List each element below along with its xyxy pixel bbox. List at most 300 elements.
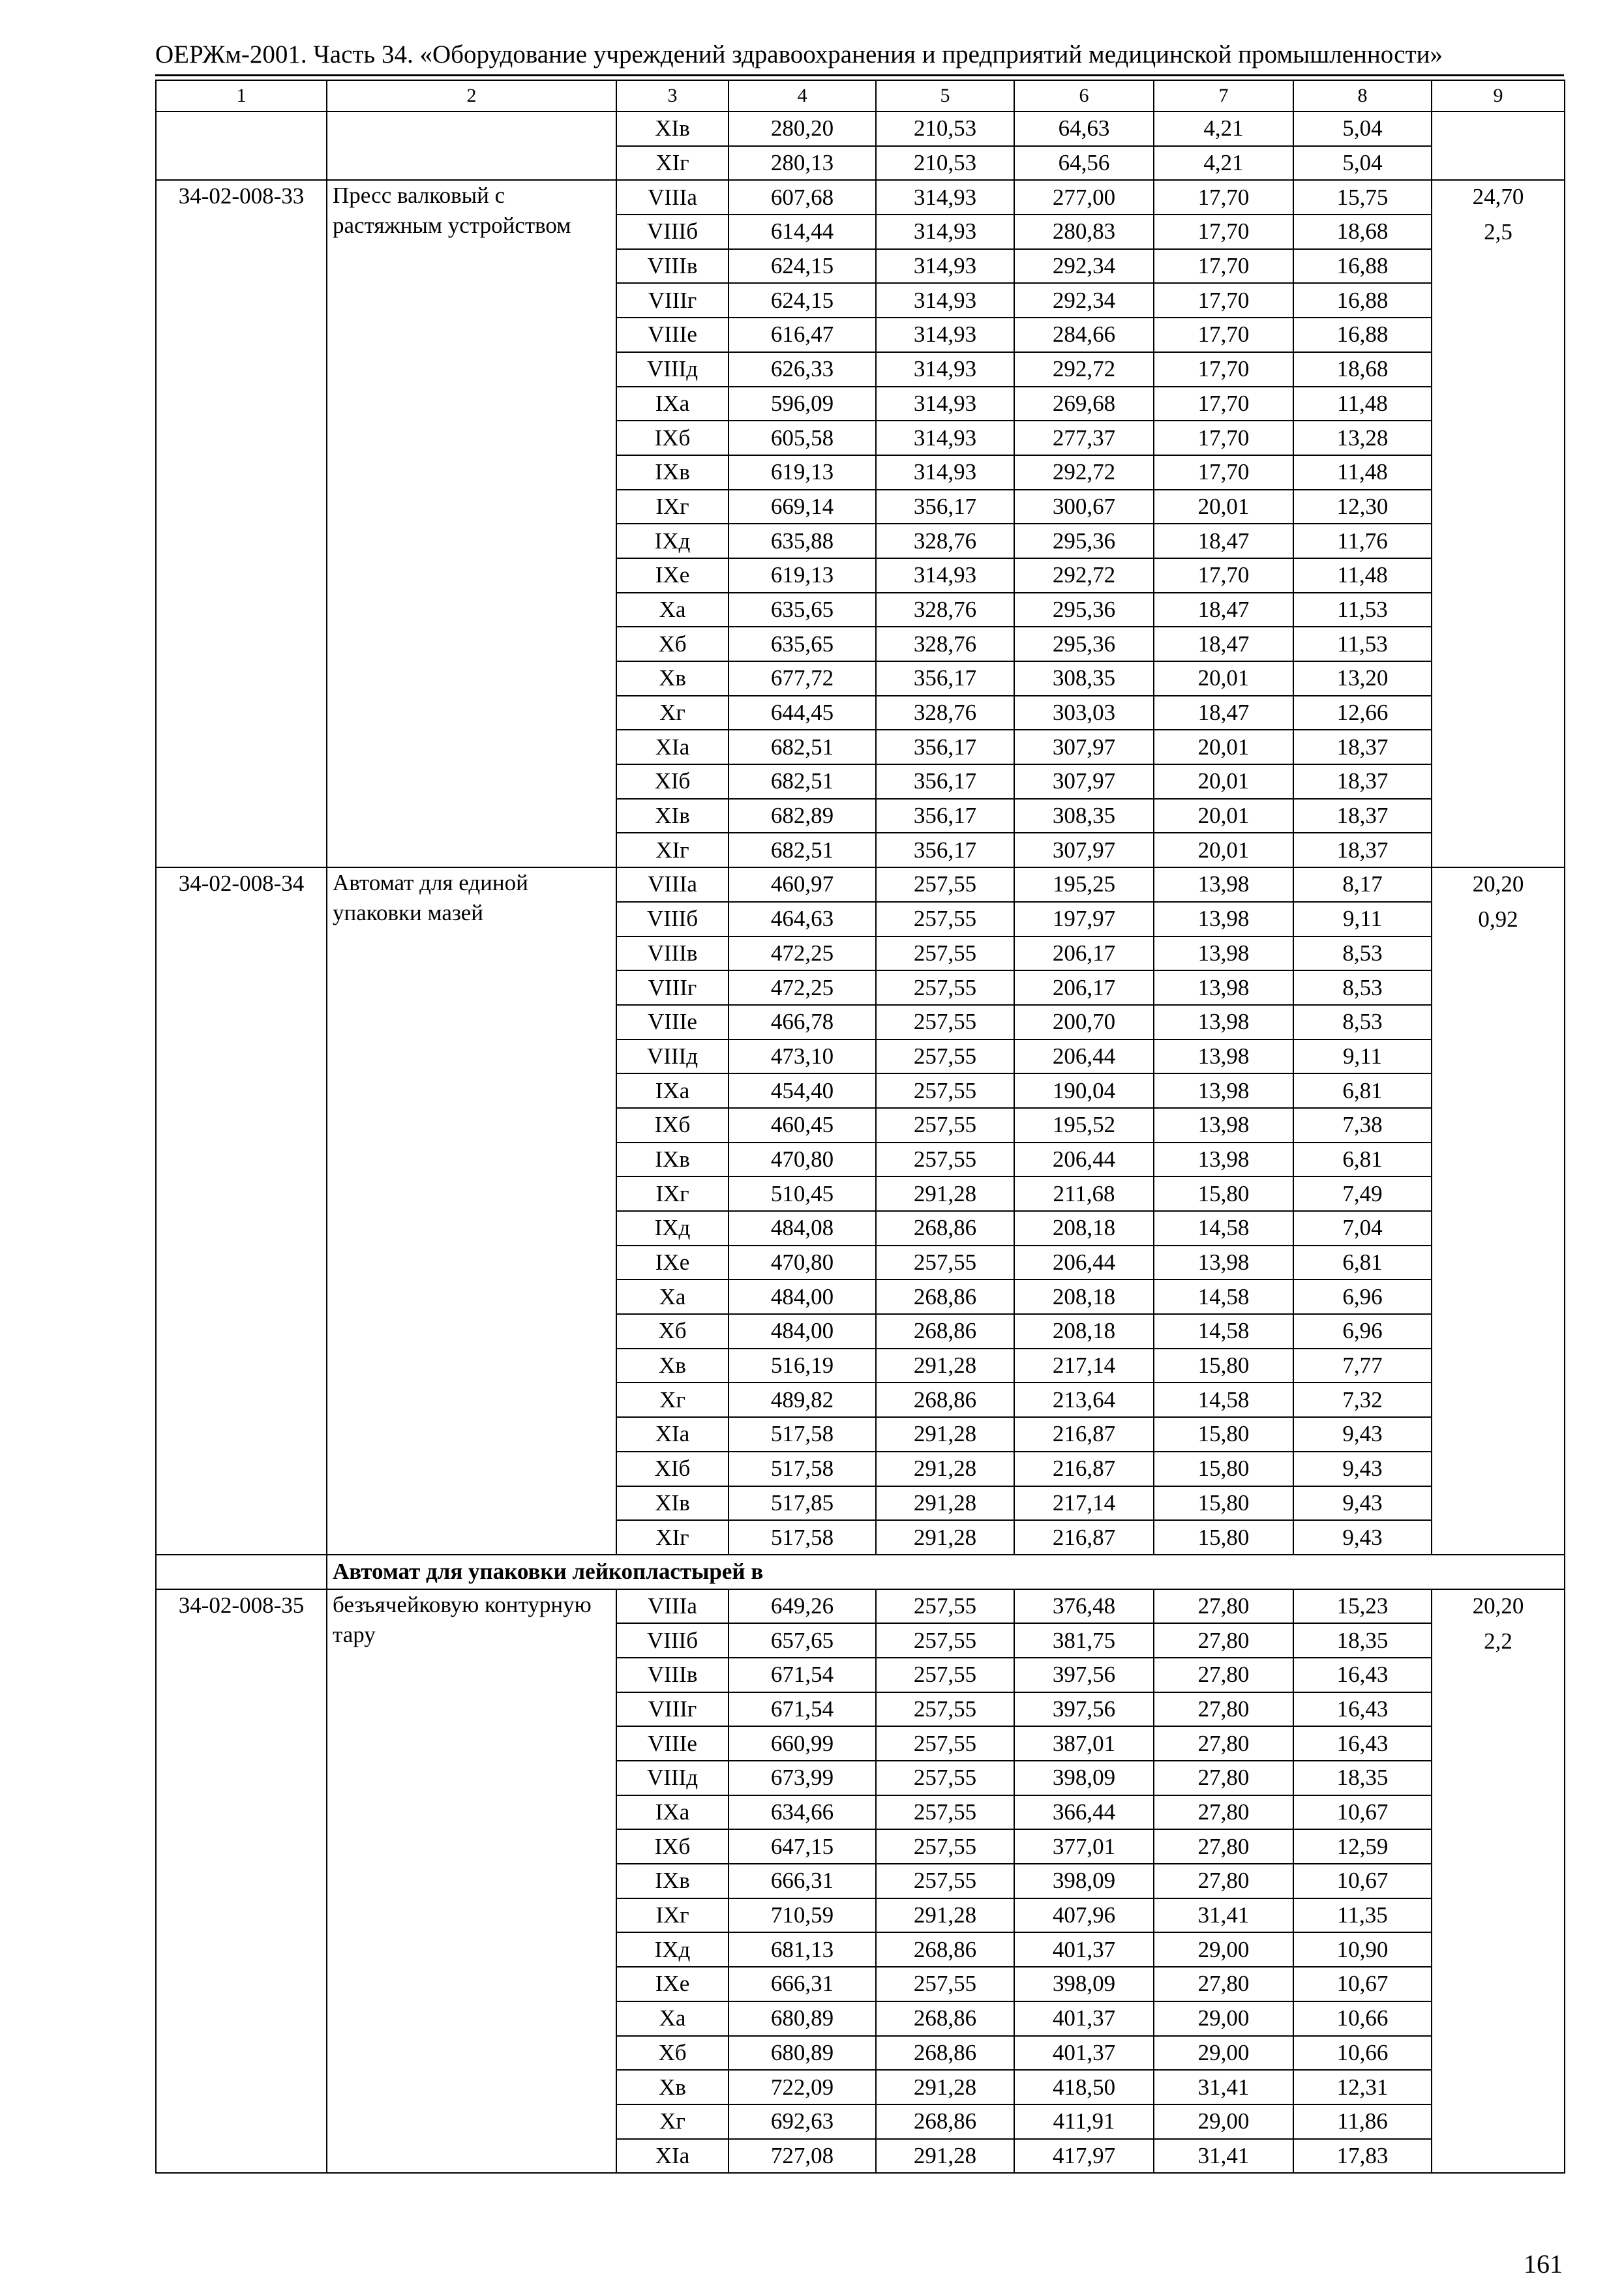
cost-total-cell: 635,88 bbox=[729, 524, 876, 558]
driver-wages-cell: 17,70 bbox=[1154, 558, 1293, 593]
group-index-cell: IXг bbox=[616, 1898, 729, 1933]
cost-total-cell: 484,00 bbox=[729, 1314, 876, 1349]
driver-wages-cell: 18,47 bbox=[1154, 627, 1293, 661]
group-index-cell: VIIIа bbox=[616, 1589, 729, 1624]
group-index-cell: Xв bbox=[616, 661, 729, 696]
machines-cell: 195,25 bbox=[1014, 867, 1154, 902]
group-index-cell: VIIIд bbox=[616, 352, 729, 387]
cost-total-cell: 710,59 bbox=[729, 1898, 876, 1933]
section-empty-cell bbox=[156, 1555, 327, 1589]
wages-cell: 268,86 bbox=[876, 1932, 1014, 1967]
group-index-cell: IXа bbox=[616, 1795, 729, 1830]
materials-cell: 18,37 bbox=[1293, 833, 1432, 867]
machines-cell: 208,18 bbox=[1014, 1211, 1154, 1246]
wages-cell: 257,55 bbox=[876, 1589, 1014, 1624]
wages-cell: 210,53 bbox=[876, 112, 1014, 146]
machines-cell: 208,18 bbox=[1014, 1279, 1154, 1314]
machines-cell: 206,44 bbox=[1014, 1246, 1154, 1280]
materials-cell: 10,66 bbox=[1293, 2001, 1432, 2036]
driver-wages-cell: 17,70 bbox=[1154, 352, 1293, 387]
materials-cell: 9,43 bbox=[1293, 1520, 1432, 1555]
column-number-cell: 9 bbox=[1432, 80, 1565, 112]
machines-cell: 308,35 bbox=[1014, 799, 1154, 833]
wages-cell: 257,55 bbox=[876, 1726, 1014, 1761]
group-index-cell: XIг bbox=[616, 833, 729, 867]
mass-cell bbox=[1432, 1589, 1565, 2174]
cost-total-cell: 624,15 bbox=[729, 249, 876, 284]
machines-cell: 206,44 bbox=[1014, 1040, 1154, 1074]
machines-cell: 308,35 bbox=[1014, 661, 1154, 696]
group-index-cell: IXе bbox=[616, 1246, 729, 1280]
driver-wages-cell: 13,98 bbox=[1154, 867, 1293, 902]
group-index-cell: IXе bbox=[616, 1967, 729, 2001]
materials-cell: 11,53 bbox=[1293, 593, 1432, 627]
group-index-cell: VIIIв bbox=[616, 936, 729, 971]
group-index-cell: XIг bbox=[616, 1520, 729, 1555]
cost-total-cell: 460,45 bbox=[729, 1108, 876, 1143]
code-cell bbox=[156, 112, 327, 180]
equipment-name-cell: Автомат для единой упаковки мазей bbox=[327, 867, 616, 1555]
materials-cell: 18,68 bbox=[1293, 215, 1432, 249]
machines-cell: 398,09 bbox=[1014, 1967, 1154, 2001]
materials-cell: 10,67 bbox=[1293, 1795, 1432, 1830]
machines-cell: 292,72 bbox=[1014, 455, 1154, 490]
driver-wages-cell: 14,58 bbox=[1154, 1314, 1293, 1349]
group-index-cell: Xб bbox=[616, 627, 729, 661]
driver-wages-cell: 13,98 bbox=[1154, 1108, 1293, 1143]
cost-total-cell: 614,44 bbox=[729, 215, 876, 249]
materials-cell: 9,43 bbox=[1293, 1486, 1432, 1521]
machines-cell: 216,87 bbox=[1014, 1452, 1154, 1486]
cost-total-cell: 460,97 bbox=[729, 867, 876, 902]
cost-total-cell: 470,80 bbox=[729, 1143, 876, 1177]
wages-cell: 210,53 bbox=[876, 146, 1014, 181]
wages-cell: 314,93 bbox=[876, 215, 1014, 249]
driver-wages-cell: 18,47 bbox=[1154, 593, 1293, 627]
materials-cell: 6,96 bbox=[1293, 1314, 1432, 1349]
group-index-cell: XIв bbox=[616, 1486, 729, 1521]
cost-total-cell: 682,89 bbox=[729, 799, 876, 833]
wages-cell: 257,55 bbox=[876, 1761, 1014, 1795]
wages-cell: 257,55 bbox=[876, 1967, 1014, 2001]
cost-total-cell: 510,45 bbox=[729, 1176, 876, 1211]
group-index-cell: XIа bbox=[616, 2139, 729, 2174]
cost-total-cell: 470,80 bbox=[729, 1246, 876, 1280]
table-row bbox=[156, 112, 1565, 146]
materials-cell: 18,68 bbox=[1293, 352, 1432, 387]
cost-total-cell: 681,13 bbox=[729, 1932, 876, 1967]
wages-cell: 328,76 bbox=[876, 627, 1014, 661]
materials-cell: 17,83 bbox=[1293, 2139, 1432, 2174]
cost-total-cell: 517,58 bbox=[729, 1417, 876, 1452]
group-index-cell: Xб bbox=[616, 1314, 729, 1349]
materials-cell: 16,43 bbox=[1293, 1726, 1432, 1761]
wages-cell: 257,55 bbox=[876, 1246, 1014, 1280]
materials-cell: 12,31 bbox=[1293, 2070, 1432, 2104]
materials-cell: 18,35 bbox=[1293, 1623, 1432, 1658]
machines-cell: 307,97 bbox=[1014, 833, 1154, 867]
materials-cell: 10,67 bbox=[1293, 1864, 1432, 1898]
machines-cell: 280,83 bbox=[1014, 215, 1154, 249]
cost-total-cell: 466,78 bbox=[729, 1005, 876, 1040]
machines-cell: 295,36 bbox=[1014, 524, 1154, 558]
wages-cell: 314,93 bbox=[876, 558, 1014, 593]
materials-cell: 8,53 bbox=[1293, 936, 1432, 971]
section-title-cell: Автомат для упаковки лейкопластырей в bbox=[327, 1555, 1565, 1589]
machines-cell: 211,68 bbox=[1014, 1176, 1154, 1211]
machines-cell: 190,04 bbox=[1014, 1073, 1154, 1108]
materials-cell: 18,37 bbox=[1293, 764, 1432, 799]
wages-cell: 328,76 bbox=[876, 696, 1014, 730]
wages-cell: 257,55 bbox=[876, 936, 1014, 971]
driver-wages-cell: 17,70 bbox=[1154, 318, 1293, 352]
wages-cell: 291,28 bbox=[876, 1898, 1014, 1933]
group-index-cell: VIIIе bbox=[616, 1726, 729, 1761]
cost-total-cell: 517,58 bbox=[729, 1452, 876, 1486]
cost-total-cell: 669,14 bbox=[729, 490, 876, 524]
wages-cell: 291,28 bbox=[876, 1417, 1014, 1452]
materials-cell: 11,35 bbox=[1293, 1898, 1432, 1933]
driver-wages-cell: 27,80 bbox=[1154, 1864, 1293, 1898]
cost-total-cell: 660,99 bbox=[729, 1726, 876, 1761]
driver-wages-cell: 20,01 bbox=[1154, 764, 1293, 799]
page-header: ОЕРЖм-2001. Часть 34. «Оборудование учреждений здравоохранения и предприятий медицинской промышленности» bbox=[155, 40, 1443, 68]
mass-value: 0,92 bbox=[1478, 906, 1518, 933]
wages-cell: 257,55 bbox=[876, 1108, 1014, 1143]
group-index-cell: Xа bbox=[616, 593, 729, 627]
machines-cell: 216,87 bbox=[1014, 1417, 1154, 1452]
group-index-cell: IXб bbox=[616, 421, 729, 455]
materials-cell: 13,28 bbox=[1293, 421, 1432, 455]
driver-wages-cell: 13,98 bbox=[1154, 936, 1293, 971]
driver-wages-cell: 27,80 bbox=[1154, 1658, 1293, 1692]
column-number-cell: 1 bbox=[156, 80, 327, 112]
materials-cell: 18,35 bbox=[1293, 1761, 1432, 1795]
machines-cell: 200,70 bbox=[1014, 1005, 1154, 1040]
equipment-name-cell: Пресс валковый с растяжным устройством bbox=[327, 180, 616, 867]
group-index-cell: IXг bbox=[616, 490, 729, 524]
group-index-cell: XIа bbox=[616, 1417, 729, 1452]
cost-total-cell: 616,47 bbox=[729, 318, 876, 352]
cost-total-cell: 472,25 bbox=[729, 936, 876, 971]
group-index-cell: Xв bbox=[616, 1349, 729, 1383]
driver-wages-cell: 15,80 bbox=[1154, 1176, 1293, 1211]
wages-cell: 268,86 bbox=[876, 2104, 1014, 2139]
driver-wages-cell: 27,80 bbox=[1154, 1589, 1293, 1624]
driver-wages-cell: 13,98 bbox=[1154, 1073, 1293, 1108]
machines-cell: 295,36 bbox=[1014, 593, 1154, 627]
cost-total-cell: 280,20 bbox=[729, 112, 876, 146]
cost-total-cell: 635,65 bbox=[729, 627, 876, 661]
group-index-cell: VIIIе bbox=[616, 1005, 729, 1040]
cost-total-cell: 727,08 bbox=[729, 2139, 876, 2174]
group-index-cell: Xг bbox=[616, 2104, 729, 2139]
group-index-cell: IXв bbox=[616, 1864, 729, 1898]
machines-cell: 295,36 bbox=[1014, 627, 1154, 661]
machines-cell: 376,48 bbox=[1014, 1589, 1154, 1624]
materials-cell: 8,53 bbox=[1293, 1005, 1432, 1040]
wages-cell: 314,93 bbox=[876, 180, 1014, 215]
cost-total-cell: 680,89 bbox=[729, 2036, 876, 2071]
wages-cell: 291,28 bbox=[876, 1486, 1014, 1521]
wages-cell: 257,55 bbox=[876, 1005, 1014, 1040]
driver-wages-cell: 17,70 bbox=[1154, 283, 1293, 318]
machines-cell: 292,72 bbox=[1014, 558, 1154, 593]
table-row bbox=[156, 180, 1565, 215]
materials-cell: 8,17 bbox=[1293, 867, 1432, 902]
materials-cell: 12,59 bbox=[1293, 1829, 1432, 1864]
materials-cell: 7,38 bbox=[1293, 1108, 1432, 1143]
materials-cell: 11,86 bbox=[1293, 2104, 1432, 2139]
machines-cell: 398,09 bbox=[1014, 1864, 1154, 1898]
cost-total-cell: 634,66 bbox=[729, 1795, 876, 1830]
materials-cell: 11,48 bbox=[1293, 558, 1432, 593]
wages-cell: 314,93 bbox=[876, 387, 1014, 421]
cost-total-cell: 692,63 bbox=[729, 2104, 876, 2139]
column-number-cell: 8 bbox=[1293, 80, 1432, 112]
table-row bbox=[156, 867, 1565, 902]
machines-cell: 397,56 bbox=[1014, 1692, 1154, 1727]
machines-cell: 401,37 bbox=[1014, 2001, 1154, 2036]
wages-cell: 268,86 bbox=[876, 1383, 1014, 1417]
machines-cell: 206,44 bbox=[1014, 1143, 1154, 1177]
materials-cell: 6,81 bbox=[1293, 1073, 1432, 1108]
materials-cell: 12,66 bbox=[1293, 696, 1432, 730]
materials-cell: 10,90 bbox=[1293, 1932, 1432, 1967]
materials-cell: 16,88 bbox=[1293, 318, 1432, 352]
materials-cell: 12,30 bbox=[1293, 490, 1432, 524]
machines-cell: 197,97 bbox=[1014, 902, 1154, 936]
group-index-cell: IXд bbox=[616, 1932, 729, 1967]
wages-cell: 291,28 bbox=[876, 1520, 1014, 1555]
wages-cell: 356,17 bbox=[876, 730, 1014, 764]
wages-cell: 291,28 bbox=[876, 1452, 1014, 1486]
group-index-cell: Xб bbox=[616, 2036, 729, 2071]
machines-cell: 307,97 bbox=[1014, 764, 1154, 799]
materials-cell: 11,48 bbox=[1293, 455, 1432, 490]
cost-total-cell: 484,08 bbox=[729, 1211, 876, 1246]
driver-wages-cell: 14,58 bbox=[1154, 1279, 1293, 1314]
materials-cell: 7,04 bbox=[1293, 1211, 1432, 1246]
group-index-cell: VIIIг bbox=[616, 970, 729, 1005]
cost-total-cell: 682,51 bbox=[729, 833, 876, 867]
driver-wages-cell: 15,80 bbox=[1154, 1452, 1293, 1486]
column-numbers-row bbox=[156, 80, 1565, 112]
materials-cell: 9,11 bbox=[1293, 902, 1432, 936]
cost-total-cell: 680,89 bbox=[729, 2001, 876, 2036]
wages-cell: 314,93 bbox=[876, 318, 1014, 352]
machines-cell: 366,44 bbox=[1014, 1795, 1154, 1830]
materials-cell: 7,32 bbox=[1293, 1383, 1432, 1417]
driver-wages-cell: 20,01 bbox=[1154, 833, 1293, 867]
machines-cell: 217,14 bbox=[1014, 1349, 1154, 1383]
group-index-cell: XIб bbox=[616, 764, 729, 799]
driver-wages-cell: 29,00 bbox=[1154, 2104, 1293, 2139]
column-number-cell: 2 bbox=[327, 80, 616, 112]
wages-cell: 356,17 bbox=[876, 661, 1014, 696]
driver-wages-cell: 13,98 bbox=[1154, 970, 1293, 1005]
materials-cell: 18,37 bbox=[1293, 799, 1432, 833]
group-index-cell: Xа bbox=[616, 1279, 729, 1314]
wages-cell: 314,93 bbox=[876, 455, 1014, 490]
rates-table bbox=[155, 80, 1565, 2174]
wages-cell: 314,93 bbox=[876, 421, 1014, 455]
driver-wages-cell: 29,00 bbox=[1154, 2001, 1293, 2036]
cost-total-cell: 517,85 bbox=[729, 1486, 876, 1521]
driver-wages-cell: 15,80 bbox=[1154, 1486, 1293, 1521]
wages-cell: 257,55 bbox=[876, 1073, 1014, 1108]
group-index-cell: VIIIб bbox=[616, 1623, 729, 1658]
cost-total-cell: 657,65 bbox=[729, 1623, 876, 1658]
wages-cell: 257,55 bbox=[876, 1864, 1014, 1898]
machines-cell: 377,01 bbox=[1014, 1829, 1154, 1864]
cost-total-cell: 677,72 bbox=[729, 661, 876, 696]
mass-value: 2,5 bbox=[1484, 219, 1512, 245]
cost-total-cell: 635,65 bbox=[729, 593, 876, 627]
column-number-cell: 6 bbox=[1014, 80, 1154, 112]
group-index-cell: IXг bbox=[616, 1176, 729, 1211]
machines-cell: 64,63 bbox=[1014, 112, 1154, 146]
machines-cell: 401,37 bbox=[1014, 1932, 1154, 1967]
wages-cell: 257,55 bbox=[876, 1040, 1014, 1074]
materials-cell: 16,43 bbox=[1293, 1658, 1432, 1692]
driver-wages-cell: 31,41 bbox=[1154, 1898, 1293, 1933]
cost-total-cell: 517,58 bbox=[729, 1520, 876, 1555]
wages-cell: 291,28 bbox=[876, 1176, 1014, 1211]
page-number: 161 bbox=[1524, 2249, 1563, 2279]
cost-total-cell: 516,19 bbox=[729, 1349, 876, 1383]
column-number-cell: 3 bbox=[616, 80, 729, 112]
column-number-cell: 5 bbox=[876, 80, 1014, 112]
materials-cell: 6,96 bbox=[1293, 1279, 1432, 1314]
mass-value: 20,20 bbox=[1472, 871, 1524, 897]
group-index-cell: IXа bbox=[616, 387, 729, 421]
group-index-cell: VIIIб bbox=[616, 902, 729, 936]
machines-cell: 206,17 bbox=[1014, 936, 1154, 971]
cost-total-cell: 671,54 bbox=[729, 1692, 876, 1727]
cost-total-cell: 647,15 bbox=[729, 1829, 876, 1864]
driver-wages-cell: 18,47 bbox=[1154, 524, 1293, 558]
driver-wages-cell: 20,01 bbox=[1154, 730, 1293, 764]
materials-cell: 6,81 bbox=[1293, 1143, 1432, 1177]
driver-wages-cell: 17,70 bbox=[1154, 180, 1293, 215]
section-row bbox=[156, 1555, 1565, 1589]
driver-wages-cell: 31,41 bbox=[1154, 2070, 1293, 2104]
wages-cell: 257,55 bbox=[876, 1658, 1014, 1692]
driver-wages-cell: 13,98 bbox=[1154, 1005, 1293, 1040]
rate-code-cell: 34-02-008-33 bbox=[156, 180, 327, 867]
equipment-name-cell: безъячейковую контурную тару bbox=[327, 1589, 616, 2174]
machines-cell: 284,66 bbox=[1014, 318, 1154, 352]
machines-cell: 418,50 bbox=[1014, 2070, 1154, 2104]
extra-cell bbox=[1432, 112, 1565, 180]
wages-cell: 268,86 bbox=[876, 2036, 1014, 2071]
wages-cell: 257,55 bbox=[876, 1623, 1014, 1658]
machines-cell: 401,37 bbox=[1014, 2036, 1154, 2071]
wages-cell: 291,28 bbox=[876, 1349, 1014, 1383]
materials-cell: 11,76 bbox=[1293, 524, 1432, 558]
machines-cell: 303,03 bbox=[1014, 696, 1154, 730]
driver-wages-cell: 27,80 bbox=[1154, 1761, 1293, 1795]
wages-cell: 257,55 bbox=[876, 1829, 1014, 1864]
name-cell bbox=[327, 112, 616, 180]
machines-cell: 277,00 bbox=[1014, 180, 1154, 215]
cost-total-cell: 673,99 bbox=[729, 1761, 876, 1795]
driver-wages-cell: 27,80 bbox=[1154, 1795, 1293, 1830]
driver-wages-cell: 4,21 bbox=[1154, 146, 1293, 181]
driver-wages-cell: 14,58 bbox=[1154, 1383, 1293, 1417]
driver-wages-cell: 27,80 bbox=[1154, 1726, 1293, 1761]
column-number-cell: 4 bbox=[729, 80, 876, 112]
group-index-cell: XIв bbox=[616, 112, 729, 146]
machines-cell: 217,14 bbox=[1014, 1486, 1154, 1521]
wages-cell: 314,93 bbox=[876, 283, 1014, 318]
materials-cell: 11,48 bbox=[1293, 387, 1432, 421]
wages-cell: 257,55 bbox=[876, 1692, 1014, 1727]
group-index-cell: VIIIе bbox=[616, 318, 729, 352]
group-index-cell: XIв bbox=[616, 799, 729, 833]
machines-cell: 292,34 bbox=[1014, 249, 1154, 284]
wages-cell: 257,55 bbox=[876, 867, 1014, 902]
machines-cell: 307,97 bbox=[1014, 730, 1154, 764]
wages-cell: 314,93 bbox=[876, 352, 1014, 387]
cost-total-cell: 464,63 bbox=[729, 902, 876, 936]
group-index-cell: VIIIд bbox=[616, 1040, 729, 1074]
materials-cell: 16,88 bbox=[1293, 283, 1432, 318]
machines-cell: 208,18 bbox=[1014, 1314, 1154, 1349]
materials-cell: 10,66 bbox=[1293, 2036, 1432, 2071]
materials-cell: 11,53 bbox=[1293, 627, 1432, 661]
cost-total-cell: 605,58 bbox=[729, 421, 876, 455]
group-index-cell: IXд bbox=[616, 524, 729, 558]
group-index-cell: VIIIв bbox=[616, 249, 729, 284]
group-index-cell: XIб bbox=[616, 1452, 729, 1486]
machines-cell: 411,91 bbox=[1014, 2104, 1154, 2139]
cost-total-cell: 473,10 bbox=[729, 1040, 876, 1074]
cost-total-cell: 619,13 bbox=[729, 558, 876, 593]
cost-total-cell: 489,82 bbox=[729, 1383, 876, 1417]
wages-cell: 291,28 bbox=[876, 2070, 1014, 2104]
machines-cell: 216,87 bbox=[1014, 1520, 1154, 1555]
driver-wages-cell: 13,98 bbox=[1154, 1143, 1293, 1177]
column-number-cell: 7 bbox=[1154, 80, 1293, 112]
cost-total-cell: 280,13 bbox=[729, 146, 876, 181]
wages-cell: 328,76 bbox=[876, 593, 1014, 627]
cost-total-cell: 649,26 bbox=[729, 1589, 876, 1624]
materials-cell: 5,04 bbox=[1293, 112, 1432, 146]
machines-cell: 213,64 bbox=[1014, 1383, 1154, 1417]
wages-cell: 328,76 bbox=[876, 524, 1014, 558]
materials-cell: 8,53 bbox=[1293, 970, 1432, 1005]
driver-wages-cell: 18,47 bbox=[1154, 696, 1293, 730]
driver-wages-cell: 27,80 bbox=[1154, 1829, 1293, 1864]
materials-cell: 18,37 bbox=[1293, 730, 1432, 764]
group-index-cell: VIIIд bbox=[616, 1761, 729, 1795]
cost-total-cell: 666,31 bbox=[729, 1864, 876, 1898]
group-index-cell: VIIIб bbox=[616, 215, 729, 249]
group-index-cell: VIIIв bbox=[616, 1658, 729, 1692]
machines-cell: 195,52 bbox=[1014, 1108, 1154, 1143]
rate-code-cell: 34-02-008-34 bbox=[156, 867, 327, 1555]
driver-wages-cell: 27,80 bbox=[1154, 1623, 1293, 1658]
driver-wages-cell: 4,21 bbox=[1154, 112, 1293, 146]
group-index-cell: VIIIа bbox=[616, 867, 729, 902]
materials-cell: 7,49 bbox=[1293, 1176, 1432, 1211]
driver-wages-cell: 29,00 bbox=[1154, 2036, 1293, 2071]
machines-cell: 64,56 bbox=[1014, 146, 1154, 181]
driver-wages-cell: 17,70 bbox=[1154, 249, 1293, 284]
machines-cell: 381,75 bbox=[1014, 1623, 1154, 1658]
